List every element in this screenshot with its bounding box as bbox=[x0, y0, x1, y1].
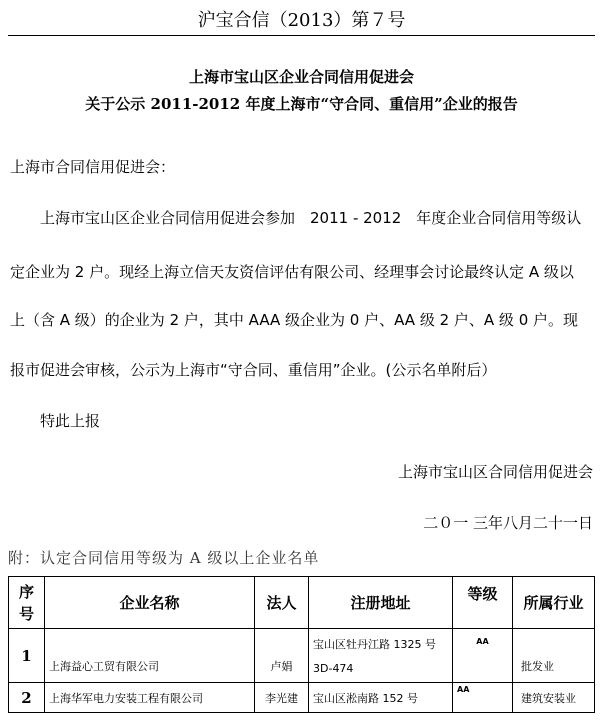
row-industry: 批发业 bbox=[513, 629, 595, 683]
body-line-2: 定企业为 2 户。现经上海立信天友资信评估有限公司、经理事会讨论最终认定 A 级以 bbox=[10, 263, 574, 281]
row-address-line1: 宝山区牡丹江路 1325 号 bbox=[313, 638, 436, 651]
row-address bbox=[309, 629, 453, 683]
row-address: 宝山区淞南路 152 号 bbox=[309, 683, 453, 713]
closing-phrase: 特此上报 bbox=[40, 412, 101, 430]
table-row bbox=[9, 683, 595, 713]
document-number: 沪宝合信（2013）第７号 bbox=[197, 10, 406, 31]
row-legal-person: 李光建 bbox=[255, 683, 309, 713]
salutation: 上海市合同信用促进会： bbox=[10, 158, 176, 176]
header-rule bbox=[8, 35, 595, 36]
column-header-seq-text: 序号 bbox=[18, 582, 34, 623]
table-row bbox=[9, 629, 595, 683]
column-header-industry: 所属行业 bbox=[513, 577, 595, 629]
row-seq: 1 bbox=[9, 629, 45, 683]
column-header-name: 企业名称 bbox=[45, 577, 255, 629]
table-header-row bbox=[9, 577, 595, 629]
column-header-grade: 等级 bbox=[453, 577, 513, 629]
signer-organization: 上海市宝山区合同信用促进会 bbox=[397, 463, 593, 481]
row-industry: 建筑安装业 bbox=[513, 683, 595, 713]
row-address-line2: 3D-474 bbox=[313, 662, 354, 675]
enterprise-table bbox=[8, 576, 595, 713]
body-line-3: 上（含 A 级）的企业为 2 户，其中 AAA 级企业为 0 户、AA 级 2 户、A 级 0 户。现 bbox=[10, 311, 579, 329]
row-company-name: 上海益心工贸有限公司 bbox=[45, 629, 255, 683]
column-header-seq bbox=[9, 577, 45, 629]
column-header-address: 注册地址 bbox=[309, 577, 453, 629]
body-line-1: 上海市宝山区企业合同信用促进会参加 2011 - 2012 年度企业合同信用等级认 bbox=[40, 209, 582, 227]
row-grade: AA bbox=[453, 683, 513, 713]
row-grade: AA bbox=[453, 629, 513, 683]
row-legal-person: 卢娟 bbox=[255, 629, 309, 683]
appendix-heading: 附：认定合同信用等级为 A 级以上企业名单 bbox=[8, 549, 320, 567]
row-seq: 2 bbox=[9, 683, 45, 713]
column-header-legal: 法人 bbox=[255, 577, 309, 629]
report-title-line1: 上海市宝山区企业合同信用促进会 bbox=[188, 68, 414, 86]
report-date: 二０一 三年八月二十一日 bbox=[423, 514, 593, 532]
body-line-4: 报市促进会审核，公示为上海市“守合同、重信用”企业。(公示名单附后） bbox=[10, 361, 497, 379]
report-title-line2: 关于公示 2011-2012 年度上海市“守合同、重信用”企业的报告 bbox=[85, 95, 518, 113]
row-company-name: 上海华军电力安装工程有限公司 bbox=[45, 683, 255, 713]
